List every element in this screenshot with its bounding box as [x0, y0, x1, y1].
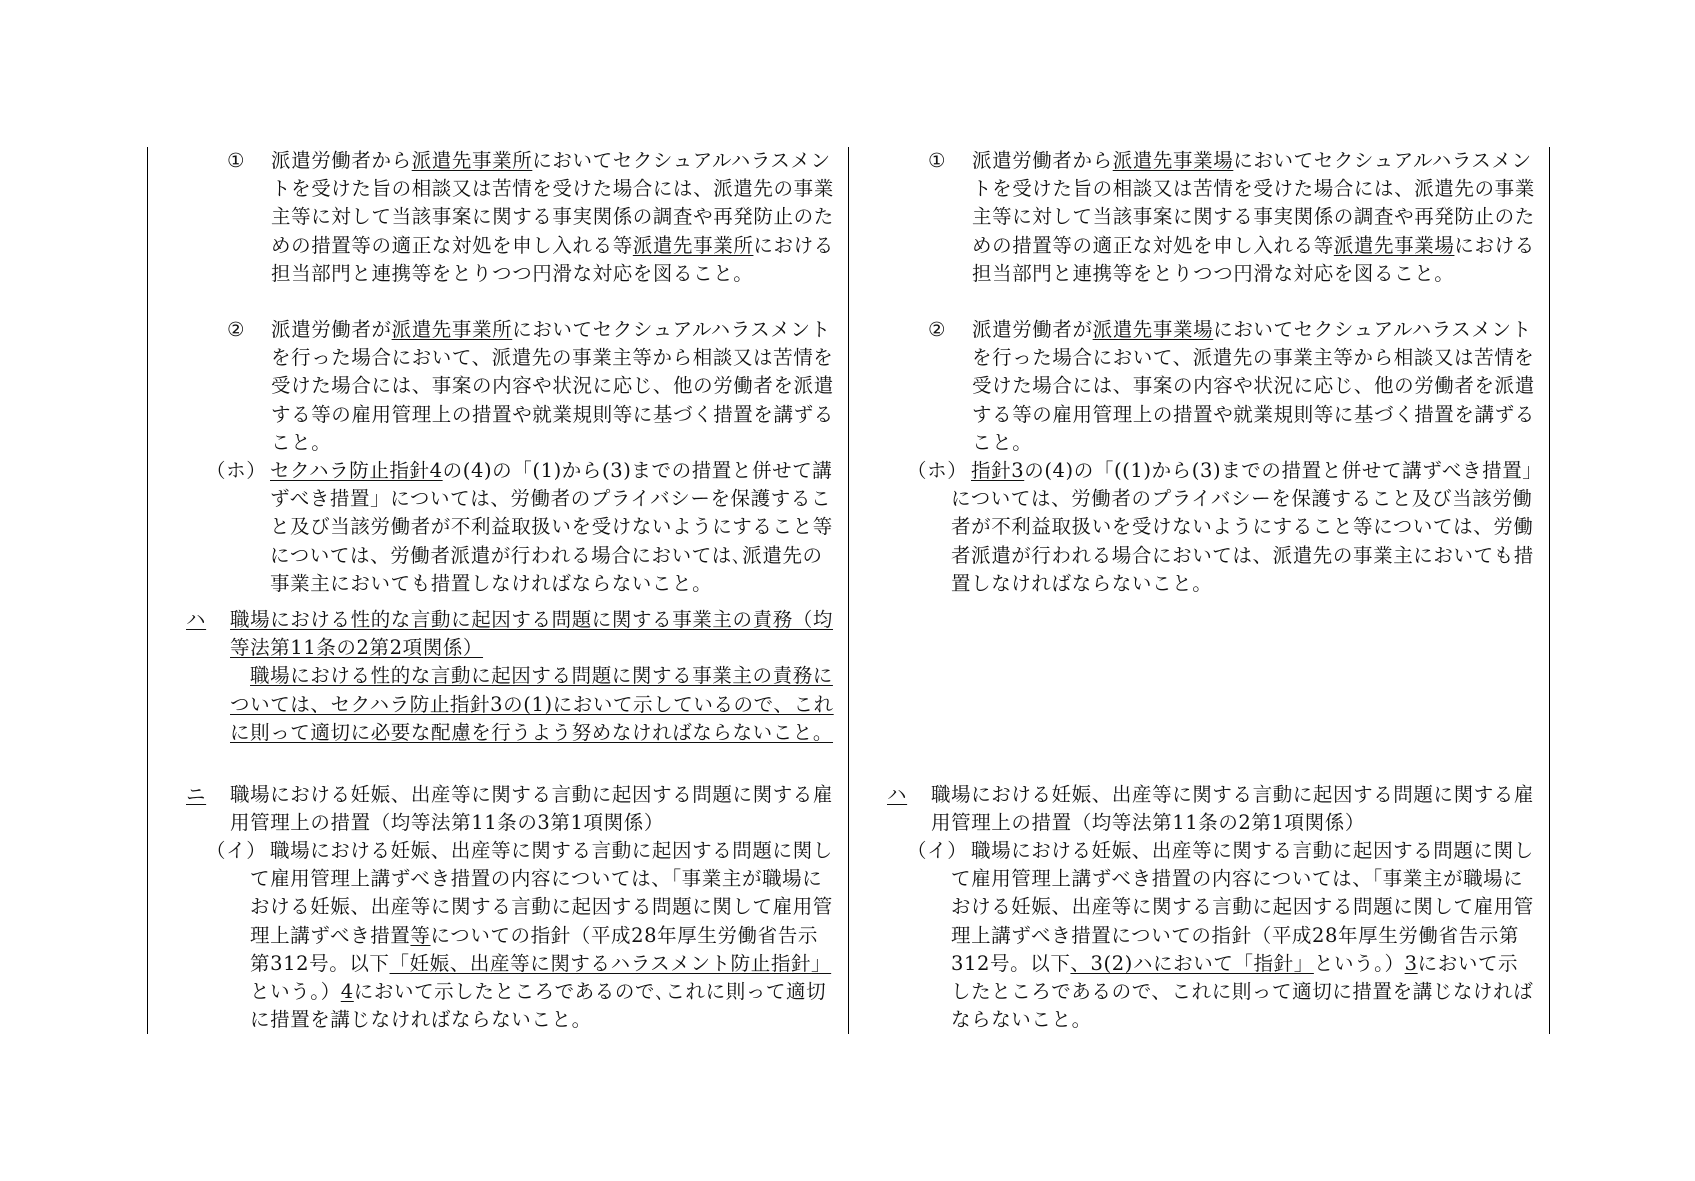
right-item-1-marker: ① — [928, 149, 947, 172]
left-item-1-text-mid: においてセクシュアルハラスメントを受けた旨の相談又は苦情を受けた場合には、派遣先の事業主等に対して当該事案に関する事実関係の調査や再発防止のための措置等の適正な対処を申し入れる等 — [271, 149, 834, 257]
left-ni-marker: ニ — [186, 783, 207, 806]
right-ho — [907, 457, 1537, 598]
right-ho-body: の(4)の「((1)から(3)までの措置と併せて講ずべき措置」については、労働者のプライバシーを保護すること及び当該労働者が不利益取扱いを受けないようにすること等については、労働者派遣が行われる場合においては、派遣先の事業主においても措置しなければならないこと。 — [951, 459, 1534, 595]
right-item-2-text-pre: 派遣労働者が — [972, 318, 1093, 341]
right-ha-marker: ハ — [887, 783, 908, 806]
left-item-1-underline-1: 派遣先事業所 — [411, 149, 533, 172]
right-ha — [887, 781, 1537, 837]
left-i-underline-3: 4 — [340, 980, 354, 1004]
right-i-text-mid: という。） — [1313, 951, 1405, 975]
right-item-1-underline-1: 派遣先事業場 — [1112, 149, 1234, 172]
left-item-2-marker: ② — [227, 318, 246, 341]
right-item-1-text-pre: 派遣労働者から — [972, 149, 1113, 172]
left-ha-body: 職場における性的な言動に起因する問題に関する事業主の責務については、セクハラ防止指針3の(1)において示しているので、これに則って適切に必要な配慮を行うよう努めなければならないこと。 — [230, 664, 834, 744]
left-ho — [206, 457, 836, 598]
left-ni-title: 職場における妊娠、出産等に関する言動に起因する問題に関する雇用管理上の措置（均等法第11条の3第1項関係） — [230, 783, 834, 835]
left-i-text-post: において示したところであるので､これに則って適切に措置を講じなければならないこと。 — [250, 980, 827, 1032]
right-item-1-underline-2: 派遣先事業場 — [1333, 233, 1455, 257]
right-i-underline-2: 3 — [1404, 951, 1418, 975]
right-i-marker: （イ） — [907, 839, 968, 862]
left-item-2 — [227, 316, 836, 457]
left-i-text-pre: 職場における妊娠、出産等に関する言動に起因する問題に関して雇用管理上講ずべき措置の内容については、「事業主が職場における妊娠、出産等に関する言動に起因する問題に関して雇用管理上講ずべき措置 — [250, 839, 833, 947]
right-column — [849, 147, 1550, 1034]
left-ha-title: 職場における性的な言動に起因する問題に関する事業主の責務（均等法第11条の2第2項関係） — [230, 608, 834, 660]
right-item-2-marker: ② — [928, 318, 947, 341]
right-item-1-text-mid: においてセクシュアルハラスメントを受けた旨の相談又は苦情を受けた場合には、派遣先の事業主等に対して当該事案に関する事実関係の調査や再発防止のための措置等の適正な対処を申し入れる等 — [972, 149, 1535, 257]
left-ha — [186, 606, 836, 747]
left-i-underline-1: 等 — [410, 923, 431, 947]
left-item-2-text-pre: 派遣労働者が — [271, 318, 392, 341]
left-item-1-marker: ① — [227, 149, 246, 172]
right-item-2-text-post: においてセクシュアルハラスメントを行った場合において、派遣先の事業主等から相談又は苦情を受けた場合には、事案の内容や状況に応じ、他の労働者を派遣する等の雇用管理上の措置や就業規則等に基づく措置を講ずること。 — [972, 318, 1535, 454]
left-i-underline-2: 「妊娠、出産等に関するハラスメント防止指針」 — [389, 951, 832, 975]
left-item-2-underline-1: 派遣先事業所 — [391, 318, 513, 341]
right-item-2-underline-1: 派遣先事業場 — [1092, 318, 1214, 341]
left-i — [206, 837, 836, 1034]
right-ha-title: 職場における妊娠、出産等に関する言動に起因する問題に関する雇用管理上の措置（均等法第11条の2第1項関係） — [931, 783, 1535, 835]
right-ho-underline: 指針3 — [971, 459, 1025, 482]
right-item-2 — [928, 316, 1537, 457]
left-i-text-mid2: という。） — [250, 980, 341, 1004]
right-i-underline-1: 、3(2)ハにおいて「指針」 — [1070, 951, 1314, 975]
left-i-text-mid: についての指針（平成28年厚生労働省告示第312号。以下 — [250, 923, 818, 975]
right-i-text-post: において示したところであるので、これに則って適切に措置を講じなければならないこと。 — [951, 951, 1534, 1032]
left-item-2-text-post: においてセクシュアルハラスメントを行った場合において、派遣先の事業主等から相談又は苦情を受けた場合には、事案の内容や状況に応じ、他の労働者を派遣する等の雇用管理上の措置や就業規則等に基づく措置を講ずること。 — [271, 318, 834, 454]
left-column — [147, 147, 849, 1034]
right-ho-marker: （ホ） — [907, 459, 968, 482]
right-item-1 — [928, 147, 1537, 288]
right-i-text-pre: 職場における妊娠、出産等に関する言動に起因する問題に関して雇用管理上講ずべき措置の内容については、「事業主が職場における妊娠、出産等に関する言動に起因する問題に関して雇用管理上講ずべき措置についての指針（平成28年厚生労働省告示第312号。以下 — [951, 839, 1534, 975]
left-ni — [186, 781, 836, 837]
left-item-1 — [227, 147, 836, 288]
left-ha-marker: ハ — [186, 608, 207, 631]
left-item-1-text-post: における担当部門と連携等をとりつつ円滑な対応を図ること。 — [271, 233, 834, 285]
left-item-1-underline-2: 派遣先事業所 — [632, 233, 754, 257]
left-ho-marker: （ホ） — [206, 459, 267, 482]
left-i-marker: （イ） — [206, 839, 267, 862]
right-i — [907, 837, 1537, 1034]
left-ho-underline: セクハラ防止指針4 — [270, 459, 443, 482]
left-ho-body: の(4)の「(1)から(3)までの措置と併せて講ずべき措置」については、労働者のプライバシーを保護すること及び当該労働者が不利益取扱いを受けないようにすること等については、労働者派遣が行われる場合においては､派遣先の事業主においても措置しなければならないこと。 — [270, 459, 833, 595]
right-item-1-text-post: における担当部門と連携等をとりつつ円滑な対応を図ること。 — [972, 233, 1535, 285]
left-item-1-text-pre: 派遣労働者から — [271, 149, 412, 172]
